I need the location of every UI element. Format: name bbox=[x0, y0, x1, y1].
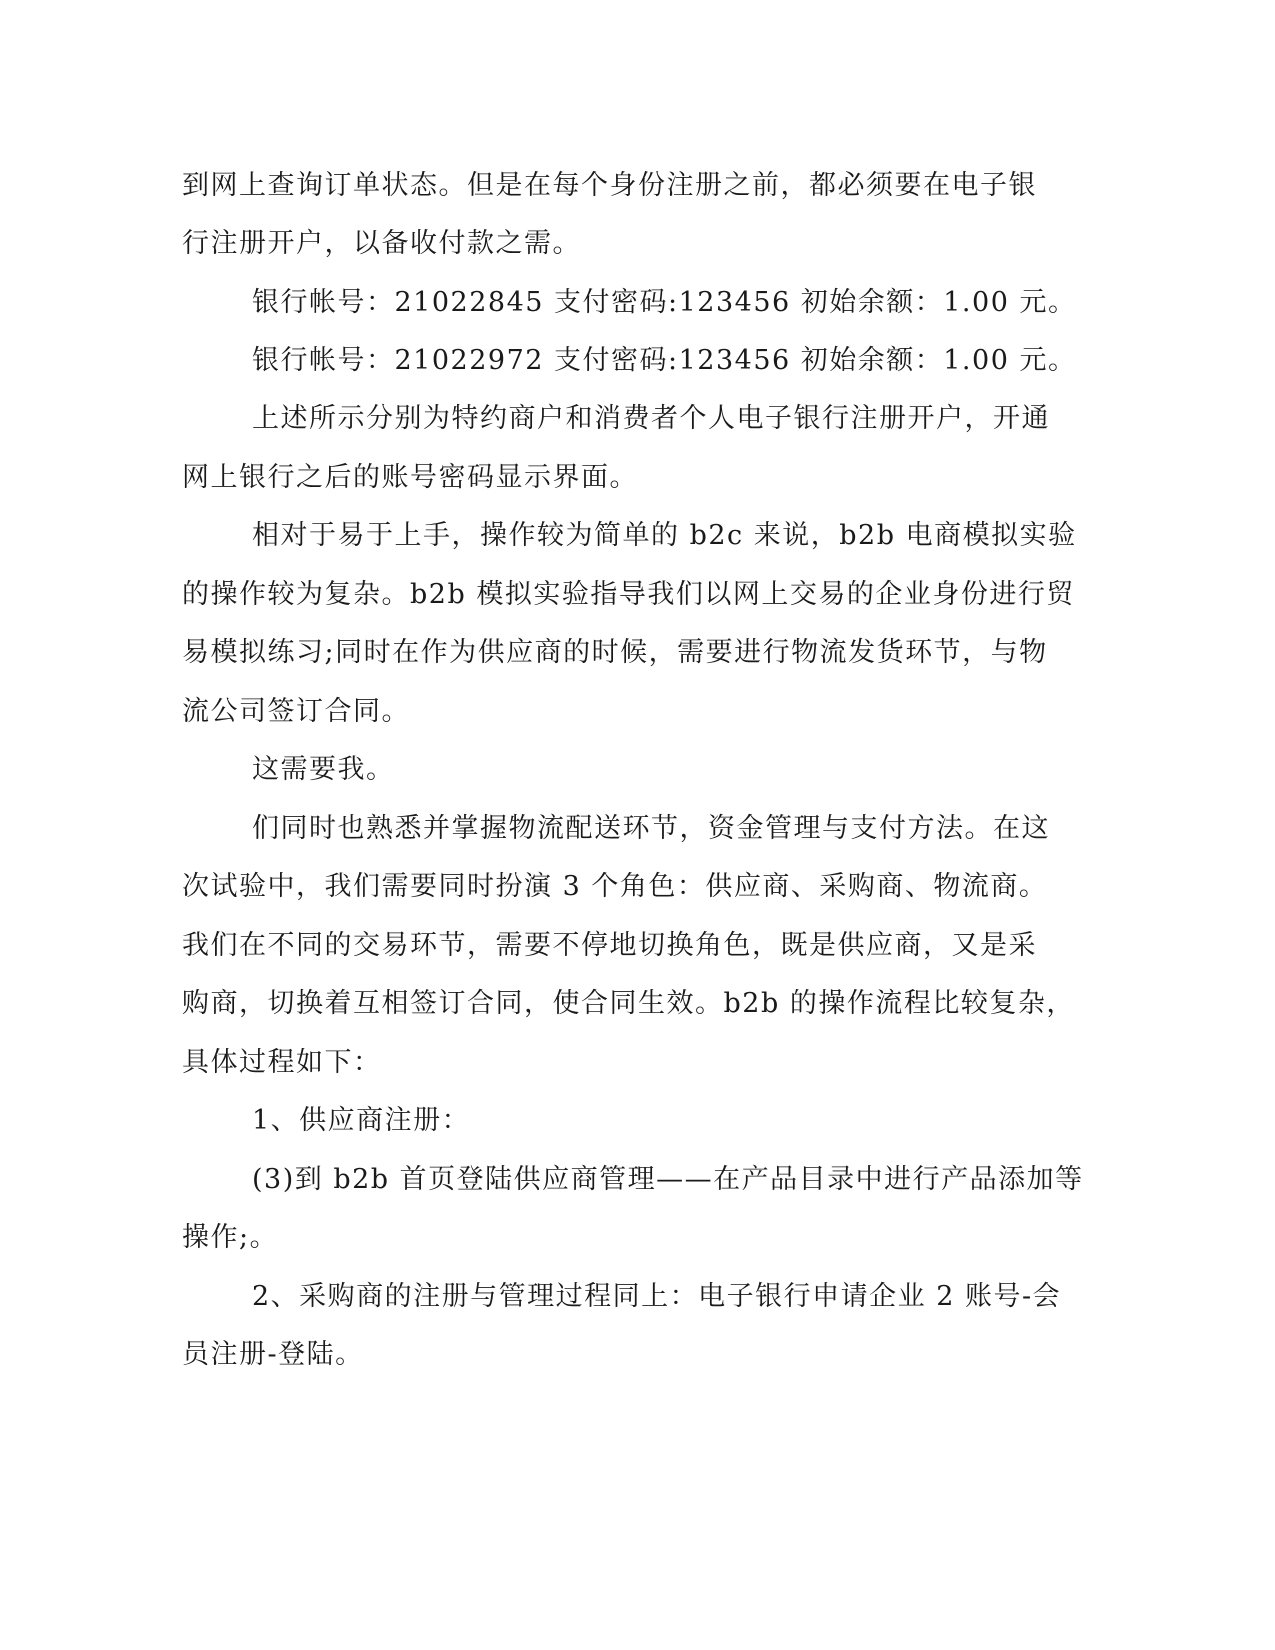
text-line: 们同时也熟悉并掌握物流配送环节，资金管理与支付方法。在这 bbox=[252, 813, 1050, 844]
list-item-heading: 2、采购商的注册与管理过程同上：电子银行申请企业 2 账号-会 bbox=[252, 1281, 1062, 1312]
text-line: 操作;。 bbox=[182, 1222, 279, 1253]
text-line: 到网上查询订单状态。但是在每个身份注册之前，都必须要在电子银 bbox=[182, 170, 1037, 201]
text-line: 我们在不同的交易环节，需要不停地切换角色，既是供应商，又是采 bbox=[182, 930, 1037, 961]
text-line: 员注册-登陆。 bbox=[182, 1339, 364, 1370]
bank-account-line: 银行帐号：21022845 支付密码:123456 初始余额：1.00 元。 bbox=[252, 287, 1077, 318]
text-line: 行注册开户，以备收付款之需。 bbox=[182, 228, 581, 259]
bank-account-line: 银行帐号：21022972 支付密码:123456 初始余额：1.00 元。 bbox=[252, 345, 1077, 376]
text-line: 这需要我。 bbox=[252, 754, 395, 785]
list-item-heading: 1、供应商注册： bbox=[252, 1105, 471, 1136]
text-line: 流公司签订合同。 bbox=[182, 696, 410, 727]
text-line: 相对于易于上手，操作较为简单的 b2c 来说，b2b 电商模拟实验 bbox=[252, 520, 1077, 551]
text-line: 具体过程如下： bbox=[182, 1047, 382, 1078]
text-line: 易模拟练习;同时在作为供应商的时候，需要进行物流发货环节，与物 bbox=[182, 637, 1048, 668]
text-line: 网上银行之后的账号密码显示界面。 bbox=[182, 462, 638, 493]
text-line: 上述所示分别为特约商户和消费者个人电子银行注册开户，开通 bbox=[252, 403, 1050, 434]
text-line: 购商，切换着互相签订合同，使合同生效。b2b 的操作流程比较复杂， bbox=[182, 988, 1075, 1019]
text-line: 次试验中，我们需要同时扮演 3 个角色：供应商、采购商、物流商。 bbox=[182, 871, 1048, 902]
text-line: (3)到 b2b 首页登陆供应商管理——在产品目录中进行产品添加等 bbox=[252, 1164, 1084, 1195]
text-line: 的操作较为复杂。b2b 模拟实验指导我们以网上交易的企业身份进行贸 bbox=[182, 579, 1075, 610]
